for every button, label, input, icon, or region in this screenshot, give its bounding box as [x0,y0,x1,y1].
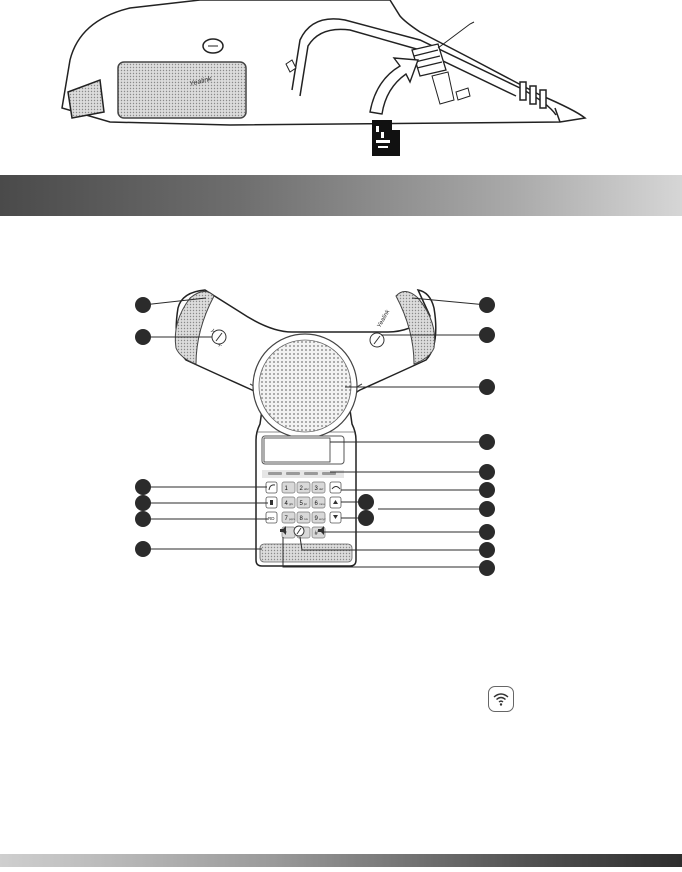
callout-dot [479,434,495,450]
microsd-card [372,120,400,156]
keypad-key[interactable] [297,512,310,523]
keypad-key[interactable] [312,497,325,508]
keypad-key-letters: ghi [289,502,294,506]
keypad-key-digit: # [314,531,318,537]
keypad-key-digit: 1 [284,486,288,492]
keypad-key-digit: 4 [284,501,288,507]
phone-front-view [175,290,436,566]
keypad-key-letters: wxyz [319,517,326,521]
callout-dot [135,329,151,345]
callout-dot [135,511,151,527]
keypad-key-letters: tuv [304,517,309,521]
callout-dot [135,297,151,313]
keypad-key[interactable] [297,482,310,493]
on-hook-key[interactable] [330,482,341,493]
keypad-key-letters: mno [319,502,325,506]
section-header-bar [0,175,682,216]
bottom-brand-label: Yealink [188,75,213,88]
keypad-key[interactable] [312,512,326,523]
keypad-key-letters: jkl [304,502,307,506]
keypad-key[interactable] [312,482,325,493]
off-hook-key[interactable] [266,482,277,493]
speaker-grille [259,340,351,432]
callout-dot [135,479,151,495]
keypad-key[interactable] [297,497,310,508]
bottom-speaker-grille [118,62,246,118]
keypad-key-digit: 9 [314,516,318,522]
callout-dot [479,464,495,480]
callout-dot [479,482,495,498]
callout-dot [479,524,495,540]
callout-dot [135,541,151,557]
callout-dot [479,327,495,343]
svg-text:RD: RD [268,516,275,521]
keypad-key-letters: def [319,487,324,491]
keypad-key[interactable] [282,482,295,493]
keypad-key-digit: 7 [284,516,288,522]
callout-line-sd-slot [438,22,474,48]
callout-dot [135,495,151,511]
keypad-key-digit: 5 [299,501,303,507]
callout-dot [479,501,495,517]
keypad-key-letters: abc [304,487,309,491]
callout-dot [479,379,495,395]
lcd-screen [264,438,330,462]
keypad-key[interactable] [282,497,295,508]
wifi-icon-badge [488,686,514,712]
keypad-key-digit: 3 [314,486,318,492]
right-mic-brand: Yealink [376,309,392,329]
keypad-key[interactable] [282,512,295,523]
phone-bottom-view [62,0,585,125]
bottom-front-grille [260,544,352,562]
footer-bar [0,854,682,867]
soft-key-2[interactable] [286,472,300,475]
callout-dot [479,297,495,313]
soft-key-3[interactable] [304,472,318,475]
keypad-key-digit: 8 [299,516,303,522]
callout-dot [479,542,495,558]
callout-dot [358,494,374,510]
callout-dot [358,510,374,526]
wifi-icon [489,687,513,711]
keypad-key-letters: pqrs [289,517,295,521]
keypad-key-digit: 2 [299,486,303,492]
keypad-key-digit: 6 [314,501,318,507]
callout-dot [479,560,495,576]
soft-key-1[interactable] [268,472,282,475]
